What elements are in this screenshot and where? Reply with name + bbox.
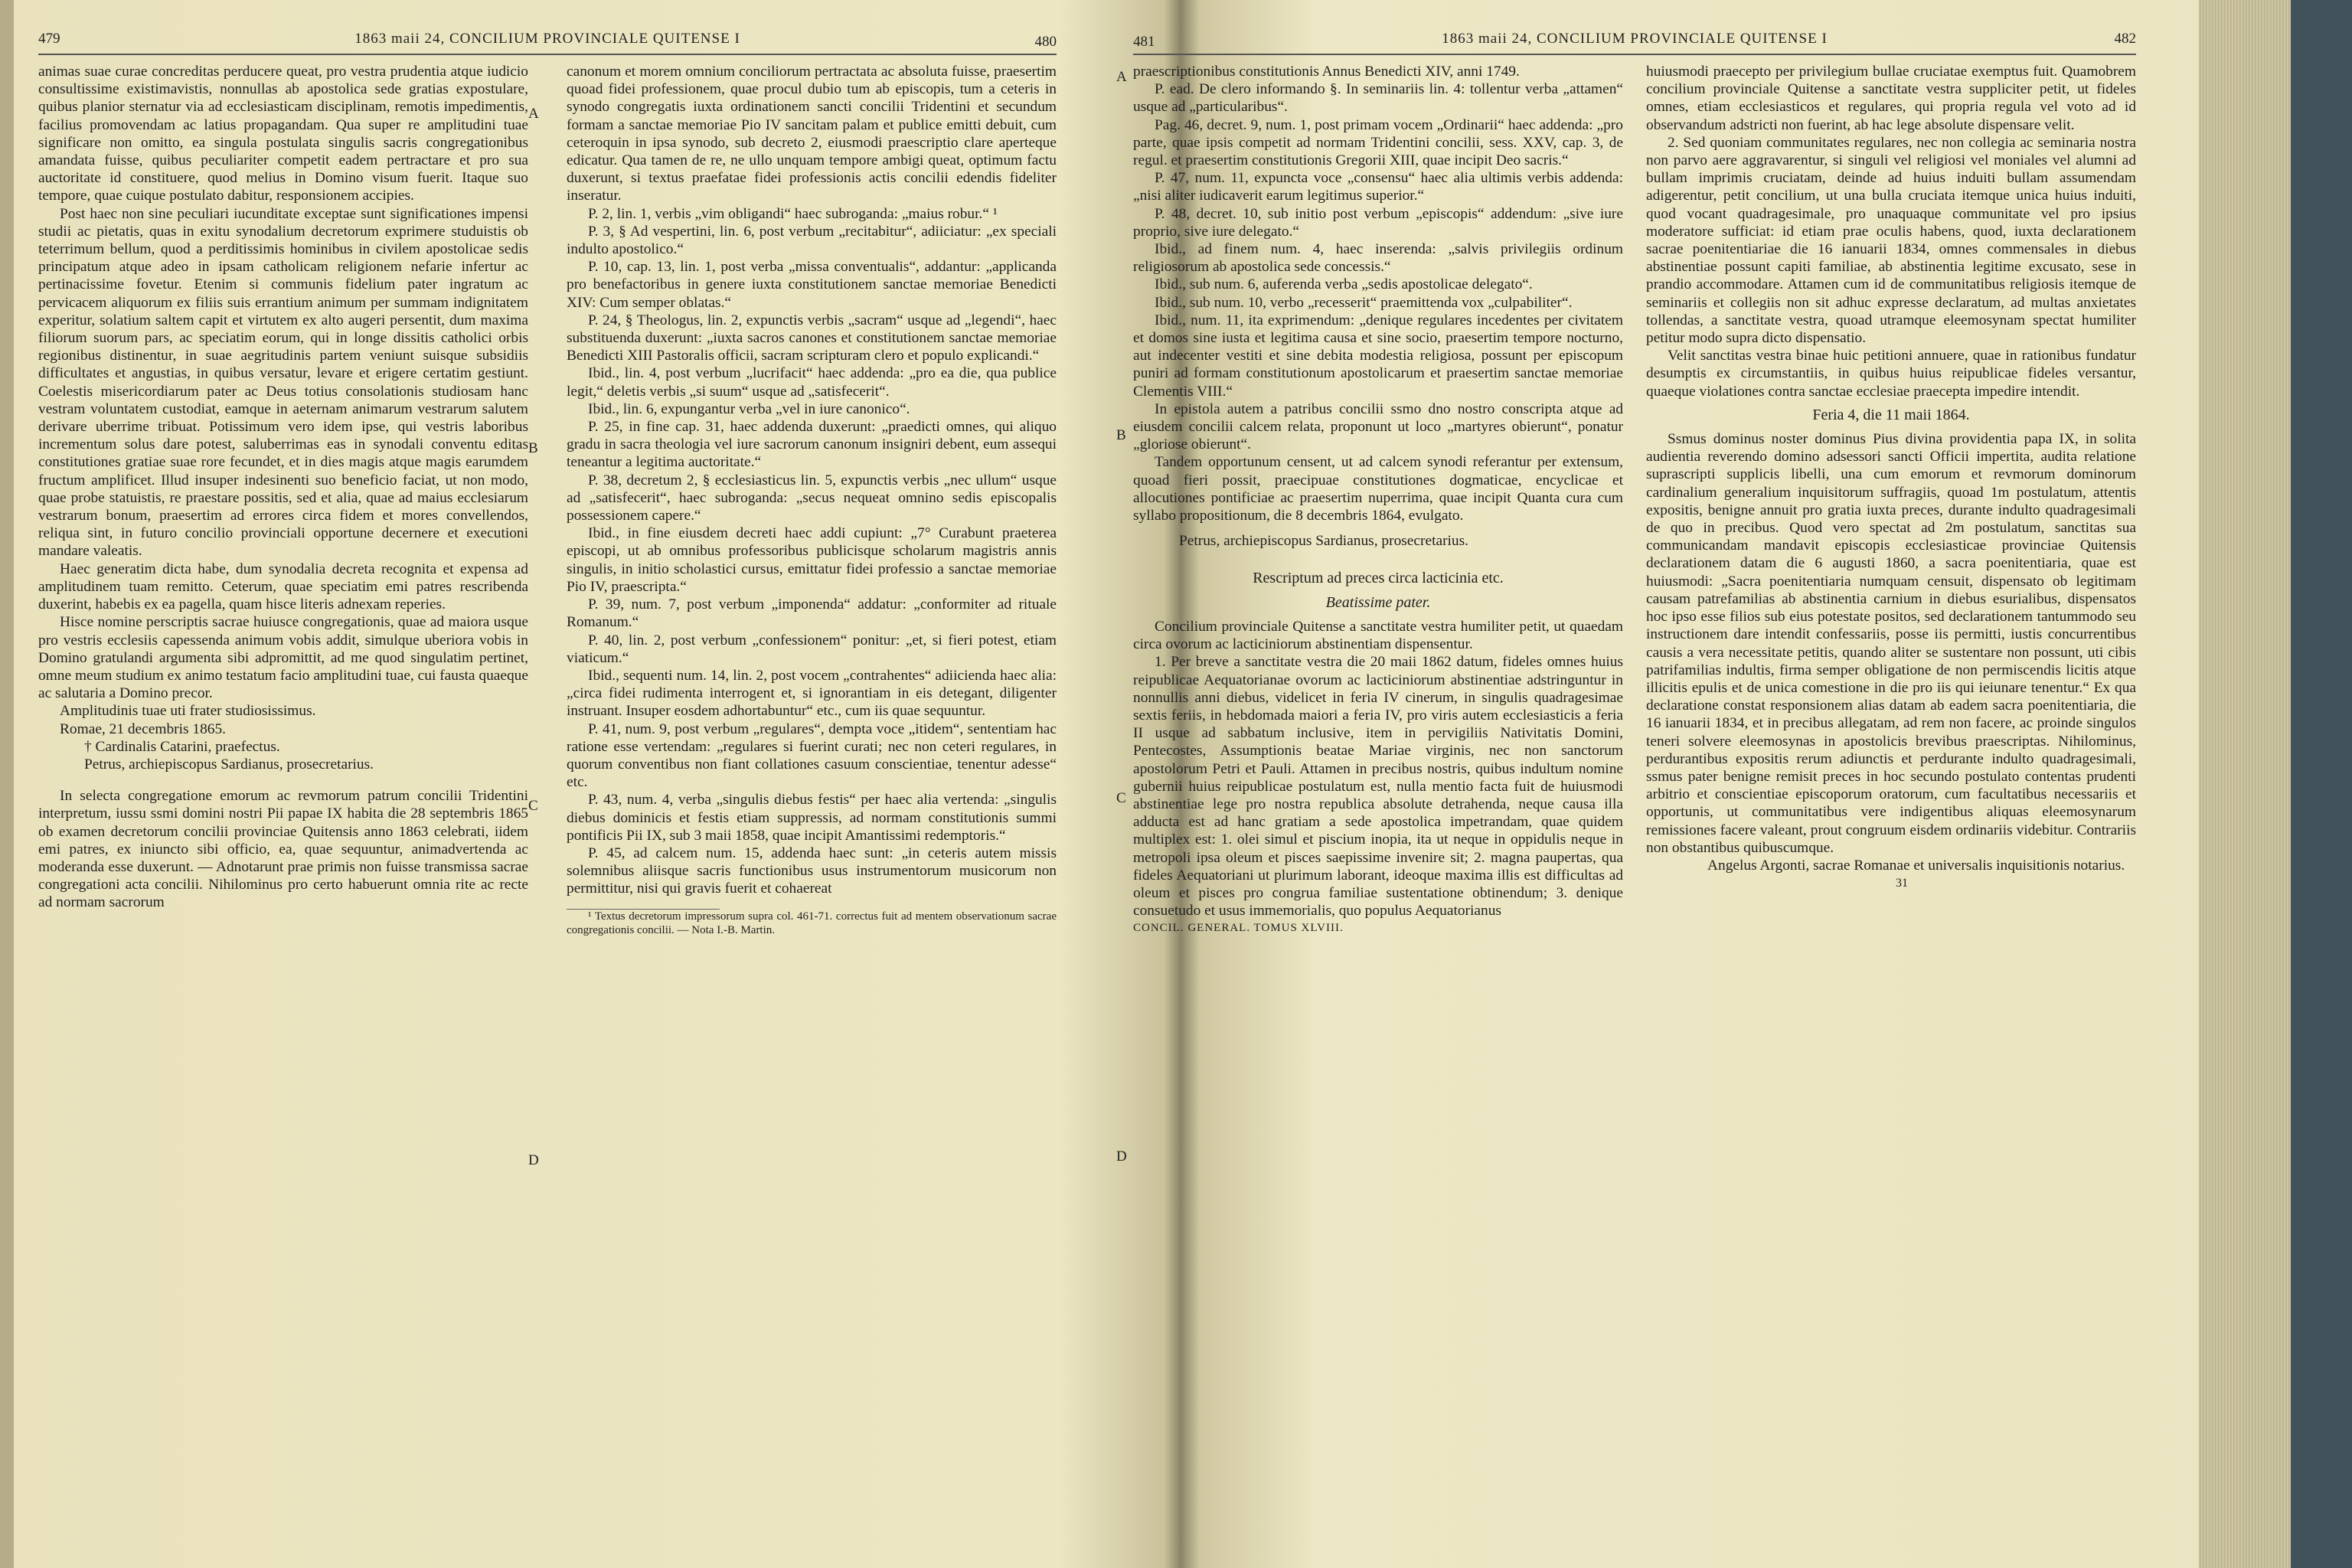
left-columns bbox=[38, 63, 1057, 937]
right-columns bbox=[1133, 63, 2136, 938]
date-heading: Feria 4, die 11 maii 1864. bbox=[1812, 406, 1970, 423]
section-heading-rescriptum: Rescriptum ad preces circa lacticinia etc. bbox=[1253, 570, 1504, 587]
closing-line: Amplitudinis tuae uti frater studiosissimus. bbox=[60, 703, 316, 720]
signature-mark: CONCIL. GENERAL. TOMUS XLVIII. bbox=[1133, 922, 1344, 935]
signature-petrus: Petrus, archiepiscopus Sardianus, prosecretarius. bbox=[84, 756, 374, 773]
paragraph: Ibid., lin. 4, post verbum „lucrifacit“ haec addenda: „pro ea die, qua publice legit,“ deletis verbis „si suum“ usque ad „satisfecerit“. bbox=[567, 365, 1057, 400]
paragraph: P. 47, num. 11, expuncta voce „consensu“ haec alia ultimis verbis addenda: „nisi aliter iudicaverit earum legitimus superior.“ bbox=[1133, 170, 1623, 204]
book-page-edges bbox=[2199, 0, 2352, 1568]
paragraph: 2. Sed quoniam communitates regulares, nec non collegia ac seminaria nostra non parvo aere aggravarentur, si singuli vel religiosi vel moniales vel alumni ad bullam imprimis cruciatam, deinde ad huius induiti bullam assumendam adigerentur, petit concilium, ut una bulla cruciata itemque unica huius induiti, quod vocant quadragesimale, pro unaquaque communitate vel pro ipsius moderatore sufficiat: id etiam prae oculis habens, quod, iuxta declarationem sacrae poenitentiariae die 16 ianuarii 1834, omnes commensales in diebus abstinentiae possunt capiti familiae, ab abstinentia legitime excusato, sese in prandio accommodare. Attamen cum id de communitatibus religiosis itemque de seminariis et collegiis non sit adhuc expresse declaratum, ad multas anxietates tollendas, a sanctitate vestra, quoad utramque eleemosynam spectat humiliter petitur modo supra dicto dispensatio. bbox=[1646, 134, 2136, 347]
paragraph: 1. Per breve a sanctitate vestra die 20 maii 1862 datum, fideles omnes huius reipublicae Aequatorianae ovorum ac lacticiniorum abstinentiae adstringuntur in nonnullis anni diebus, videlicet in feria IV cinerum, in singulis quadragesimae sextis feriis, in hebdomada maiori a feria IV, pro viris autem ecclesiasticis a feria II usque ad sabbatum inclusive, item in pervigiliis Nativitatis Domini, Pentecostes, Assumptionis beatae Mariae virginis, nec non sanctorum apostolorum Petri et Pauli. Attamen in precibus nostris, quibus indultum nomine gubernii huius reipublicae postulatum est, nulla mentio facta fuit de huiusmodi abstinentiae lege pro nostra republica absolute detrahenda, neque causa illa adducta est ad hanc gratiam a sede apostolica impetrandam, quae quidem multiplex est: 1. olei simul et piscium inopia, ita ut neque in oppidulis neque in metropoli ipsa oleum et pisces saepissime invenire sit; 2. magna paupertas, qua fideles Aequatoriani ut plurimum laborant, ideoque maxima illis est difficultas ad oleum et pisces pro congrua familiae sustentatione obtinendum; 3. denique consuetudo et usus immemorialis, quo populus Aequatorianus bbox=[1133, 654, 1623, 920]
right-running-head bbox=[1133, 23, 2136, 55]
book-left-edge bbox=[0, 0, 14, 1568]
paragraph: Ibid., sub num. 6, auferenda verba „sedis apostolicae delegato“. bbox=[1155, 276, 1533, 293]
salutation: Beatissime pater. bbox=[1325, 593, 1431, 611]
paragraph: Velit sanctitas vestra binae huic petitioni annuere, quae in rationibus fundatur desumptis ex circumstantiis, in quibus huius reipublicae fideles versantur, quaeque violationes contra sanctae ecclesiae praecepta impedire intendit. bbox=[1646, 348, 2136, 400]
column-482 bbox=[1646, 63, 2136, 938]
page-number-481: 481 bbox=[1133, 34, 1155, 50]
paragraph: P. 38, decretum 2, § ecclesiasticus lin. 5, expunctis verbis „nec ullum“ usque ad „satisfecerit“, haec subroganda: „secus nequeat omnino sedis episcopalis possessionem capere.“ bbox=[567, 472, 1057, 524]
paragraph: In epistola autem a patribus concilii ssmo dno nostro conscripta atque ad eiusdem concilii calcem relata, proponunt ut loco „martyres obierunt“, ponatur „gloriose obierunt“. bbox=[1133, 400, 1623, 453]
paragraph: Hisce nomine perscriptis sacrae huiusce congregationis, quae ad maiora usque pro vestris ecclesiis capessenda animum vobis addit, simulque uberiora vobis in Domino gratulandi argumenta sibi adpromittit, ad me quod singulatim pertinet, omne meum studium ex animo testatum facio amplitudini tuae, cui fausta quaeque ac salutaria a Domino precor. bbox=[38, 614, 528, 702]
paragraph: Ibid., in fine eiusdem decreti haec addi cupiunt: „7° Curabunt praeterea episcopi, ut ab omnibus professoribus publicisque scholarum magistris annis singulis, in initio scholastici cursus, emittatur fidei professio a sanctae memoriae Pio IV, praescripta.“ bbox=[567, 525, 1057, 595]
margin-letter-c: C bbox=[1116, 790, 1126, 806]
margin-letter-b: B bbox=[1116, 427, 1126, 443]
margin-letter-b: B bbox=[528, 440, 538, 456]
column-481 bbox=[1133, 63, 1623, 938]
paragraph: P. 41, num. 9, post verbum „regulares“, dempta voce „itidem“, sententiam hac ratione esse vertendam: „regulares si fuerint curati; nec non ceteri regulares, in quorum conventibus non fiant collationes casuum conscientiae, tenentur adesse“ etc. bbox=[567, 720, 1057, 791]
paragraph: P. 40, lin. 2, post verbum „confessionem“ ponitur: „et, si fieri potest, etiam viaticum.“ bbox=[567, 632, 1057, 666]
left-running-head bbox=[38, 23, 1057, 55]
paragraph: praescriptionibus constitutionis Annus Benedicti XIV, anni 1749. bbox=[1133, 64, 1520, 80]
paragraph: Ibid., lin. 6, expungantur verba „vel in iure canonico“. bbox=[588, 400, 910, 417]
margin-letter-c: C bbox=[528, 798, 538, 814]
paragraph: P. 2, lin. 1, verbis „vim obligandi“ haec subroganda: „maius robur.“ ¹ bbox=[588, 205, 998, 222]
paragraph: Ibid., sub num. 10, verbo „recesserit“ praemittenda vox „culpabiliter“. bbox=[1155, 294, 1573, 311]
paragraph: P. 43, num. 4, verba „singulis diebus festis“ per haec alia vertenda: „singulis diebus dominicis et festis etiam suppressis, ad normam constitutionis summi pontificis Pii IX, sub 3 maii 1858, quae incipit Amantissimi redemptoris.“ bbox=[567, 792, 1057, 844]
paragraph: P. 3, § Ad vespertini, lin. 6, post verbum „recitabitur“, adiiciatur: „ex speciali indulto apostolico.“ bbox=[567, 223, 1057, 258]
paragraph: huiusmodi praecepto per privilegium bullae cruciatae exemptus fuit. Quamobrem concilium provinciale Quitense a sanctitate vestra suppliciter petit, ut fideles omnes, etiam ecclesiasticos et regulares, qui propria regula vel voto ad id observandum adstricti non fuerint, ab hac lege absolute dispensare velit. bbox=[1646, 64, 2136, 133]
margin-letter-a: A bbox=[1116, 69, 1127, 85]
paragraph: P. 48, decret. 10, sub initio post verbum „episcopis“ addendum: „sive iure proprio, sive iure delegato.“ bbox=[1133, 205, 1623, 240]
paragraph: Pag. 46, decret. 9, num. 1, post primam vocem „Ordinarii“ haec addenda: „pro parte, quae ipsis competit ad normam Tridentini concilii, sess. XXV, cap. 3, de regul. et praesertim constitutionis Gregorii XIII, quae incipit Deo sacris.“ bbox=[1133, 116, 1623, 169]
sheet-number: 31 bbox=[1896, 877, 1908, 890]
margin-letter-d: D bbox=[1116, 1148, 1127, 1165]
page-number-482: 482 bbox=[2114, 31, 2136, 47]
paragraph: In selecta congregatione emorum ac revmorum patrum concilii Tridentini interpretum, iussu ssmi domini nostri Pii papae IX habita die 28 septembris 1865 ob examen decretorum concilii provinciae Quitensis anno 1863 celebrati, iidem emi patres, ex iniuncto sibi officio, ea, quae sequuntur, animadvertenda ac moderanda esse duxerunt. — Adnotarunt prae primis non fuisse transmissa sacrae congregationi acta concilii. Nihilominus pro certo habuerunt omnia rite ac recte ad normam sacrorum bbox=[38, 788, 528, 911]
signature-cardinal: † Cardinalis Catarini, praefectus. bbox=[84, 738, 280, 755]
paragraph: P. ead. De clero informando §. In seminariis lin. 4: tollentur verba „attamen“ usque ad „particularibus“. bbox=[1133, 81, 1623, 116]
page-number-479: 479 bbox=[38, 31, 60, 47]
right-page bbox=[1116, 23, 2136, 1165]
running-title-right: 1863 maii 24, CONCILIUM PROVINCIALE QUITENSE I bbox=[1442, 31, 1828, 47]
paragraph: animas suae curae concreditas perducere queat, pro vestra prudentia atque iudicio consultissime existimavistis, nonnullas ab apostolica sede gratias expostulare, quibus planior sternatur via ad ecclesiasticam disciplinam, remotis impedimentis, facilius promovendam ac latius propagandam. Qua super re amplitudini tuae significare non omitto, ea singula postulata singulis sacris congregationibus amandata fuisse, quibus peculiariter competit eadem pertractare et pro sua auctoritate id constituere, quod melius in Domino visum fuerit. Itaque suo tempore, quae cuique postulato dabitur, responsionem accipies. bbox=[38, 64, 528, 204]
date-line: Romae, 21 decembris 1865. bbox=[60, 720, 227, 737]
paragraph: P. 39, num. 7, post verbum „imponenda“ addatur: „conformiter ad rituale Romanum.“ bbox=[567, 596, 1057, 631]
page-number-480: 480 bbox=[1034, 34, 1057, 50]
paragraph: Tandem opportunum censent, ut ad calcem synodi referantur per extensum, quoad fieri possit, praecipuae constitutiones dogmaticae, encyclicae et allocutiones pontificiae ac praesertim nuperrima, quae incipit Quanta cura cum syllabo propositionum, die 8 decembris 1864, evulgato. bbox=[1133, 454, 1623, 524]
paragraph: Post haec non sine peculiari iucunditate exceptae sunt significationes impensi studii ac pietatis, quas in exitu synodalium decretorum exprimere studuistis ob teterrimum bellum, quod a perditissimis hominibus in civilem apostolicae sedis principatum atque adeo in ipsam catholicam religionem nefarie infertur ac pertinacissime fovetur. Etenim si communis fidelium pater ingratum ac pervicacem aliquorum ex filiis suis errantium animum per summam indignitatem experitur, solatium saltem capit et virtutem ex alto augeri persentit, dum maxima filiorum suorum pars, ac speciatim eorum, qui in longe dissitis catholici orbis regionibus distinentur, in suae aegritudinis partem veniunt suisque subsidiis difficultates et angustias, in quibus versatur, levare et erigere certatim gestiunt. Coelestis misericordiarum pater ac Deus totius consolationis studiosam hanc vestram voluntatem custodiat, eamque in aeternam animarum vestrarum salutem derivare uberrime tribuat. Potissimum vero idem ipse, qui vestris laboribus incrementum solus dare potest, saluberrimas eas in synodali conventu editas constitutiones gratiae suae rore fecundet, et in dies magis atque magis earumdem fructum amplificet. Illud insuper indesinenti suo beneficio faciat, ut non modo, quae probe statuistis, re praestare possitis, sed et alia, quae ad maius ecclesiarum vestrarum bonum, praesertim ad errores circa fidem et mores convellendos, reliqua sint, in futuro concilio provinciali opportune decernere et executioni mandare valeatis. bbox=[38, 205, 528, 560]
paragraph: Concilium provinciale Quitense a sanctitate vestra humiliter petit, ut quaedam circa ovorum ac lacticiniorum abstinentiam dispensentur. bbox=[1133, 618, 1623, 653]
running-title-left: 1863 maii 24, CONCILIUM PROVINCIALE QUITENSE I bbox=[354, 31, 740, 47]
paragraph: Ssmus dominus noster dominus Pius divina providentia papa IX, in solita audientia reverendo domino adsessori sancti Officii impertita, audita relatione suprascripti supplicis libelli, una cum emorum et revmorum dominorum cardinalium generalium inquisitorum suffragiis, quoad 1m postulatum, attentis expositis, benigne annuit pro gratia iuxta preces, durante indulto quadragesimali de quo in precibus. Quod vero spectat ad 2m postulatum, sanctitas sua communicandam mandavit episcopis ecclesiasticae provinciae Quitensis declarationem datam die 6 augusti 1860, a sacra poenitentiaria, quae est huiusmodi: „Sacra poenitentiaria numquam censuit, dispensato ob legitimam causam patrefamilias ab abstinentia carnium in diebus esurialibus, dispensatos hoc ipso esse filios sub eius potestate positos, sed declarationem tantummodo seu instructionem dare intendit confessariis, posse iis permitti, iustis concurrentibus causis a vera necessitate petitis, quando aliter se sustentare non possunt, uti cibis patrifamilias indultis, firma semper obligatione de non permiscendis licitis atque illicitis epulis et de unica comestione in die pro iis qui ieiunare tenentur.“ Ex qua declaratione constat responsionem alias datam ab eadem sacra poenitentiaria, die 16 ianuarii 1834, et in precibus allegatam, ad rem non facere, ac proinde singulos teneri solvere eleemosynas in apostolicis brevibus praescriptas. Nihilominus, perdurantibus expositis rerum adiunctis et perdurante indulto quadragesimali, ssmus pater benigne remisit preces in hoc secundo postulato contentas prudenti arbitrio et conscientiae episcoporum oratorum, cum facultatibus necessariis et opportunis, ut communitatibus vere indigentibus aliquas eleemosynarum remissiones facere valeant, prout congruum eisdem ordinariis videbitur. Contrariis non obstantibus quibuscumque. bbox=[1646, 431, 2136, 856]
column-479 bbox=[38, 63, 528, 937]
paragraph: P. 45, ad calcem num. 15, addenda haec sunt: „in ceteris autem missis solemnibus aliisque sacris functionibus usus instrumentorum musicorum non permittitur, nisi qui gravis fuerit et cohaereat bbox=[567, 844, 1057, 897]
paragraph: Ibid., num. 11, ita exprimendum: „denique regulares incedentes per civitatem et domos sine iusta et legitima causa et sine socio, praesertim tempore nocturno, aut indecenter vestiti et sine debita modestia religiosa, possunt per episcopum puniri ad formam constitutionum apostolicarum et praesertim sanctae memoriae Clementis VIII.“ bbox=[1133, 312, 1623, 400]
margin-letter-d: D bbox=[528, 1152, 539, 1168]
paragraph: Ibid., sequenti num. 14, lin. 2, post vocem „contrahentes“ adiicienda haec alia: „circa fidei rudimenta interrogent et, si ignorantiam in eis detegant, diligenter instruant. Insuper eosdem adhortabuntur“ etc., cum iis quae sequuntur. bbox=[567, 667, 1057, 720]
paragraph: Ibid., ad finem num. 4, haec inserenda: „salvis privilegiis ordinum religiosorum ab apostolica sede concessis.“ bbox=[1133, 241, 1623, 276]
left-page bbox=[38, 23, 1057, 1168]
signature-argonti: Angelus Argonti, sacrae Romanae et universalis inquisitionis notarius. bbox=[1707, 857, 2125, 874]
paragraph: P. 25, in fine cap. 31, haec addenda duxerunt: „praedicti omnes, qui aliquo gradu in sacra theologia vel iure sacrorum canonum insigniri debent, eum assequi teneantur a legitima auctoritate.“ bbox=[567, 419, 1057, 471]
paragraph: canonum et morem omnium conciliorum pertractata ac absoluta fuisse, praesertim quoad fidei professionem, quae procul dubio tum ab episcopis, tum a ceteris in synodo congregatis iuxta ordinationem sancti concilii Tridentini et secundum formam a sanctae memoriae Pio IV sancitam palam et publice emitti debuit, cum ceteroquin in ipsa synodo, sub decreto 2, eiusmodi praescriptio clare aperteque edicatur. Qua tamen de re, ne ullo unquam tempore ambigi queat, optimum factu duxerunt, si textus praefatae fidei professionis actis concilii edendis fideliter inseratur. bbox=[567, 64, 1057, 204]
paragraph: Haec generatim dicta habe, dum synodalia decreta recognita et expensa ad amplitudinem tuam remitto. Ceterum, quae speciatim emi patres rescribenda duxerint, habebis ex ea pagella, quam hisce literis adnexam reperies. bbox=[38, 560, 528, 613]
margin-letter-a: A bbox=[528, 106, 539, 122]
paragraph: P. 10, cap. 13, lin. 1, post verba „missa conventualis“, addantur: „applicanda pro benefactoribus in genere iuxta constitutionem sanctae memoriae Benedicti XIV: Cum semper oblatas.“ bbox=[567, 259, 1057, 311]
paragraph: P. 24, § Theologus, lin. 2, expunctis verbis „sacram“ usque ad „legendi“, haec substituenda duxerunt: „iuxta sacros canones et constitutionem sanctae memoriae Benedicti XIII Pastoralis officii, sacram scripturam clero et populo explicandi.“ bbox=[567, 312, 1057, 364]
column-480 bbox=[567, 63, 1057, 937]
signature-petrus-2: Petrus, archiepiscopus Sardianus, prosecretarius. bbox=[1179, 533, 1469, 550]
footnote: ¹ Textus decretorum impressorum supra col. 461-71. correctus fuit ad mentem observationum sacrae congregationis concilii. — Nota I.-B. Martin. bbox=[567, 910, 1057, 936]
